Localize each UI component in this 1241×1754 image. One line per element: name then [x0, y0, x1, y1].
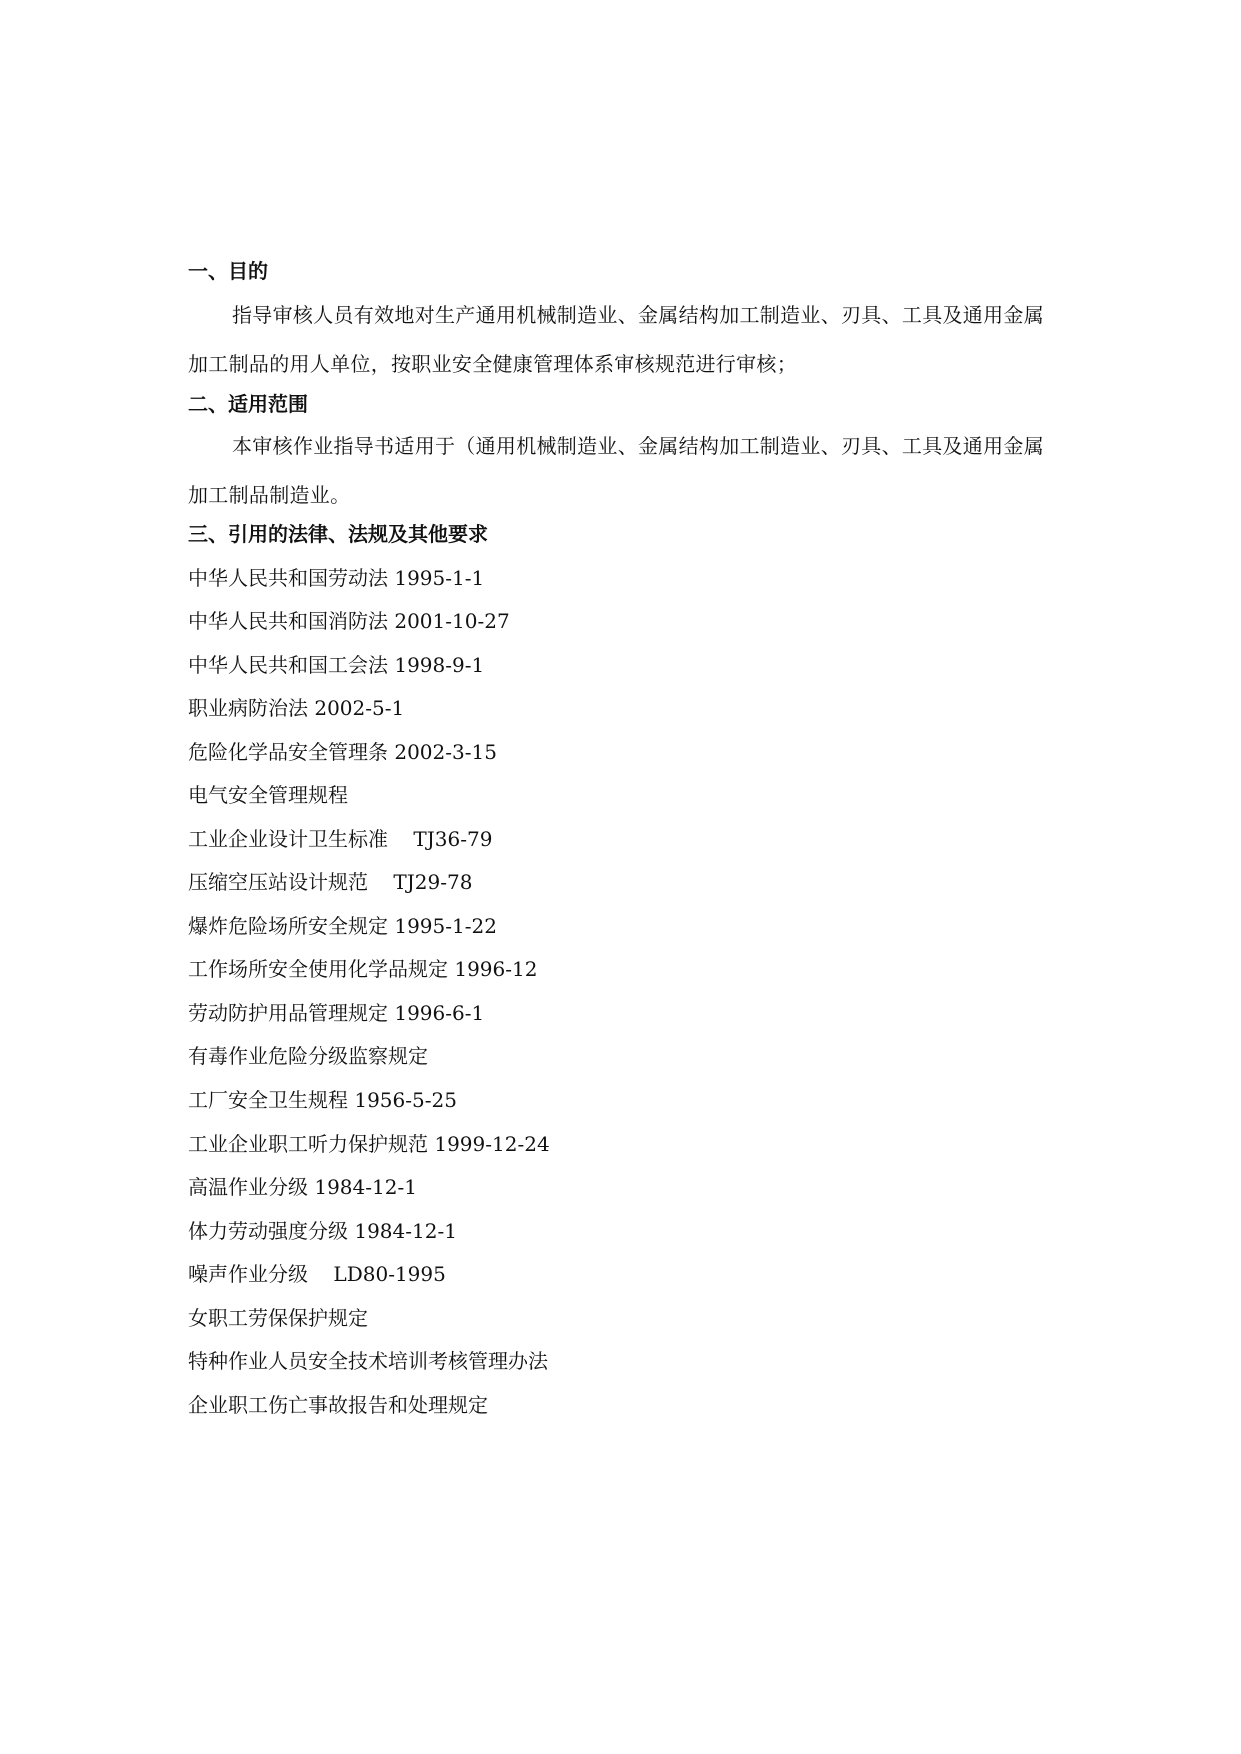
reference-item: 危险化学品安全管理条 2002-3-15 — [188, 740, 497, 764]
reference-item: 有毒作业危险分级监察规定 — [188, 1044, 428, 1068]
reference-item: 爆炸危险场所安全规定 1995-1-22 — [188, 914, 497, 938]
reference-item: 压缩空压站设计规范 TJ29-78 — [188, 870, 473, 894]
section-body-purpose: 指导审核人员有效地对生产通用机械制造业、金属结构加工制造业、刃具、工具及通用金属加工制品的用人单位，按职业安全健康管理体系审核规范进行审核； — [188, 303, 1044, 376]
reference-item: 工业企业职工听力保护规范 1999-12-24 — [188, 1132, 550, 1156]
reference-item: 中华人民共和国工会法 1998-9-1 — [188, 653, 485, 677]
section-heading-purpose: 一、目的 — [188, 259, 268, 283]
reference-item: 劳动防护用品管理规定 1996-6-1 — [188, 1001, 485, 1025]
reference-item: 电气安全管理规程 — [188, 783, 348, 807]
reference-item: 噪声作业分级 LD80-1995 — [188, 1262, 446, 1286]
reference-item: 企业职工伤亡事故报告和处理规定 — [188, 1393, 488, 1417]
reference-item: 职业病防治法 2002-5-1 — [188, 696, 405, 720]
reference-item: 工作场所安全使用化学品规定 1996-12 — [188, 957, 538, 981]
section-body-scope: 本审核作业指导书适用于（通用机械制造业、金属结构加工制造业、刃具、工具及通用金属加工制品制造业。 — [188, 434, 1044, 507]
section-heading-scope: 二、适用范围 — [188, 392, 308, 416]
section-heading-references: 三、引用的法律、法规及其他要求 — [188, 522, 488, 546]
reference-item: 中华人民共和国劳动法 1995-1-1 — [188, 566, 485, 590]
reference-item: 工厂安全卫生规程 1956-5-25 — [188, 1088, 457, 1112]
reference-item: 体力劳动强度分级 1984-12-1 — [188, 1219, 457, 1243]
reference-item: 中华人民共和国消防法 2001-10-27 — [188, 609, 510, 633]
reference-item: 工业企业设计卫生标准 TJ36-79 — [188, 827, 493, 851]
reference-item: 特种作业人员安全技术培训考核管理办法 — [188, 1349, 548, 1373]
reference-item: 高温作业分级 1984-12-1 — [188, 1175, 417, 1199]
reference-item: 女职工劳保保护规定 — [188, 1306, 368, 1330]
